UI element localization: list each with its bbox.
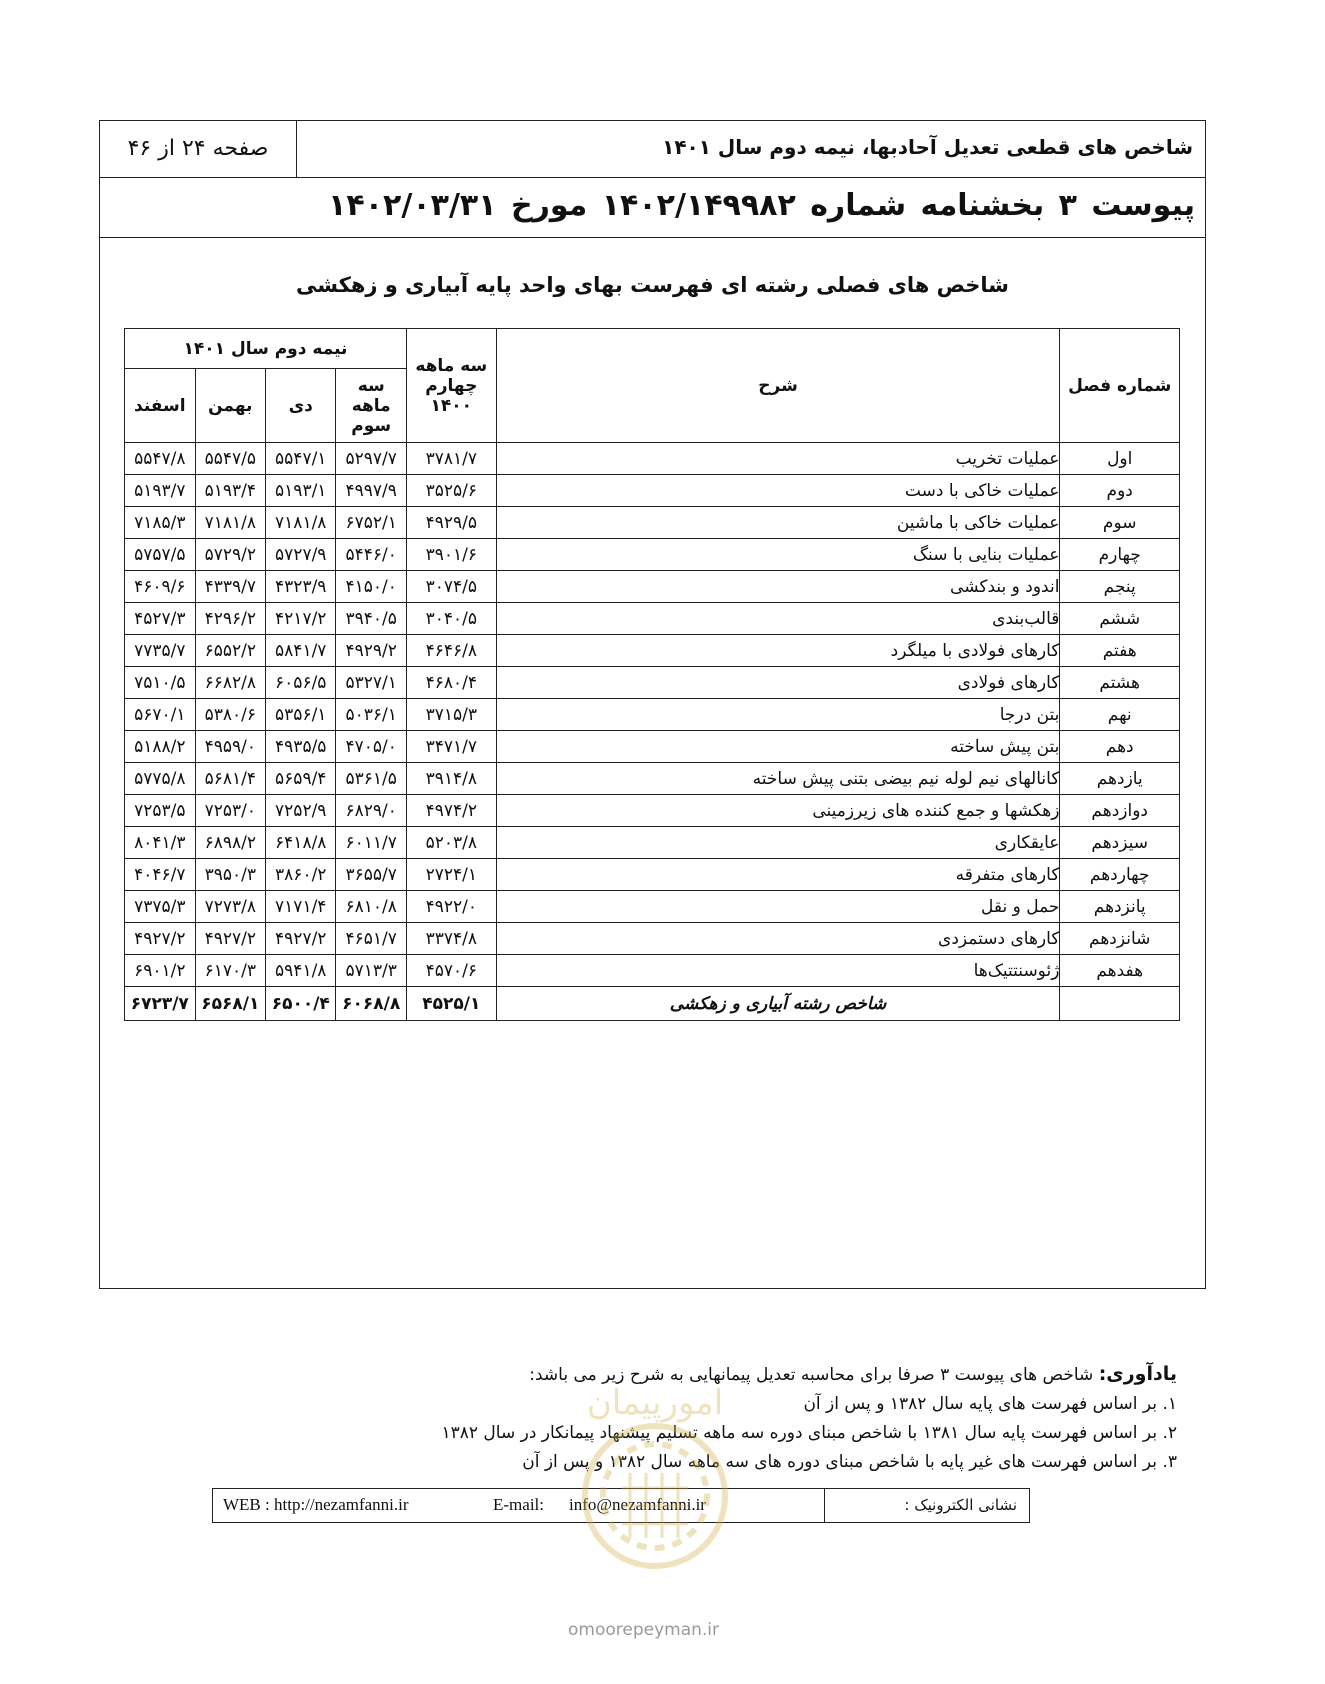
chapter-cell: چهاردهم [1060, 859, 1180, 891]
bahman-cell: ۷۲۷۳/۸ [195, 891, 265, 923]
dey-cell: ۵۳۵۶/۱ [266, 699, 336, 731]
desc-cell: کارهای متفرقه [496, 859, 1060, 891]
table-row [125, 635, 1180, 667]
esfand-cell: ۵۶۷۰/۱ [125, 699, 196, 731]
dey-cell: ۴۲۱۷/۲ [266, 603, 336, 635]
q3-cell: ۶۸۱۰/۸ [336, 891, 406, 923]
email-link[interactable]: info@nezamfanni.ir [569, 1495, 706, 1514]
dey-cell: ۷۲۵۲/۹ [266, 795, 336, 827]
total-bahman-cell: ۶۵۶۸/۱ [195, 987, 265, 1021]
desc-cell: ژئوسنتتیک‌ها [496, 955, 1060, 987]
web-link[interactable]: WEB : http://nezamfanni.ir [223, 1495, 409, 1514]
dey-cell: ۴۹۲۷/۲ [266, 923, 336, 955]
q4-1400-cell: ۳۰۷۴/۵ [406, 571, 496, 603]
page-number: صفحه ۲۴ از ۴۶ [100, 121, 297, 178]
esfand-cell: ۷۱۸۵/۳ [125, 507, 196, 539]
index-table [124, 328, 1180, 1021]
contact-label: نشانی الکترونیک : [824, 1489, 1029, 1522]
chapter-cell: دوم [1060, 475, 1180, 507]
chapter-cell: سیزدهم [1060, 827, 1180, 859]
bahman-cell: ۴۳۳۹/۷ [195, 571, 265, 603]
bahman-cell: ۶۱۷۰/۳ [195, 955, 265, 987]
esfand-cell: ۵۱۹۳/۷ [125, 475, 196, 507]
table-row [125, 443, 1180, 475]
desc-cell: عملیات خاکی با ماشین [496, 507, 1060, 539]
q4-1400-cell: ۵۲۰۳/۸ [406, 827, 496, 859]
table-row [125, 475, 1180, 507]
q3-cell: ۶۰۱۱/۷ [336, 827, 406, 859]
esfand-cell: ۴۶۰۹/۶ [125, 571, 196, 603]
table-row [125, 923, 1180, 955]
q3-cell: ۵۳۲۷/۱ [336, 667, 406, 699]
dey-cell: ۷۱۸۱/۸ [266, 507, 336, 539]
dey-cell: ۷۱۷۱/۴ [266, 891, 336, 923]
desc-cell: عملیات تخریب [496, 443, 1060, 475]
document-frame [99, 120, 1206, 1289]
desc-cell: کارهای فولادی با میلگرد [496, 635, 1060, 667]
desc-cell: عایقکاری [496, 827, 1060, 859]
desc-cell: عملیات خاکی با دست [496, 475, 1060, 507]
note-item-1: ۱. بر اساس فهرست های پایه سال ۱۳۸۲ و پس از آن [803, 1394, 1177, 1414]
chapter-cell: هفتم [1060, 635, 1180, 667]
table-row [125, 731, 1180, 763]
q3-cell: ۵۳۶۱/۵ [336, 763, 406, 795]
q3-cell: ۵۰۳۶/۱ [336, 699, 406, 731]
col-esfand: اسفند [125, 369, 196, 443]
chapter-cell: دهم [1060, 731, 1180, 763]
q4-1400-cell: ۳۷۸۱/۷ [406, 443, 496, 475]
total-desc-cell: شاخص رشته آبیاری و زهکشی [496, 987, 1060, 1021]
q4-1400-cell: ۳۳۷۴/۸ [406, 923, 496, 955]
watermark-text: امورپیمان [586, 1383, 724, 1423]
q3-cell: ۳۶۵۵/۷ [336, 859, 406, 891]
total-row [125, 987, 1180, 1021]
bahman-cell: ۵۵۴۷/۵ [195, 443, 265, 475]
q4-1400-cell: ۳۴۷۱/۷ [406, 731, 496, 763]
esfand-cell: ۵۱۸۸/۲ [125, 731, 196, 763]
esfand-cell: ۴۹۲۷/۲ [125, 923, 196, 955]
chapter-cell: چهارم [1060, 539, 1180, 571]
bahman-cell: ۴۹۵۹/۰ [195, 731, 265, 763]
col-desc: شرح [496, 329, 1060, 443]
dey-cell: ۵۹۴۱/۸ [266, 955, 336, 987]
desc-cell: حمل و نقل [496, 891, 1060, 923]
desc-cell: بتن پیش ساخته [496, 731, 1060, 763]
total-esfand-cell: ۶۷۲۳/۷ [125, 987, 196, 1021]
q4-1400-cell: ۴۶۴۶/۸ [406, 635, 496, 667]
bahman-cell: ۴۲۹۶/۲ [195, 603, 265, 635]
table-row [125, 507, 1180, 539]
desc-cell: کارهای فولادی [496, 667, 1060, 699]
chapter-cell: هفدهم [1060, 955, 1180, 987]
table-row [125, 571, 1180, 603]
table-row [125, 667, 1180, 699]
document-title: شاخص های قطعی تعدیل آحادبها، نیمه دوم سال ۱۴۰۱ [662, 135, 1193, 159]
bahman-cell: ۵۱۹۳/۴ [195, 475, 265, 507]
chapter-cell: ششم [1060, 603, 1180, 635]
note-item-2: ۲. بر اساس فهرست پایه سال ۱۳۸۱ با شاخص مبنای دوره سه ماهه تسلیم پیشنهاد پیمانکار در سال ۱۳۸۲ [441, 1423, 1177, 1443]
q3-cell: ۴۷۰۵/۰ [336, 731, 406, 763]
dey-cell: ۴۳۲۳/۹ [266, 571, 336, 603]
q3-cell: ۴۹۲۹/۲ [336, 635, 406, 667]
dey-cell: ۵۸۴۱/۷ [266, 635, 336, 667]
q3-cell: ۵۷۱۳/۳ [336, 955, 406, 987]
col-q4-1400: سه ماهه چهارم ۱۴۰۰ [406, 329, 496, 443]
table-row [125, 827, 1180, 859]
chapter-cell: سوم [1060, 507, 1180, 539]
desc-cell: اندود و بندکشی [496, 571, 1060, 603]
bahman-cell: ۶۶۸۲/۸ [195, 667, 265, 699]
bahman-cell: ۵۳۸۰/۶ [195, 699, 265, 731]
header-row [100, 121, 1205, 178]
q4-1400-cell: ۴۶۸۰/۴ [406, 667, 496, 699]
desc-cell: کارهای دستمزدی [496, 923, 1060, 955]
bahman-cell: ۶۵۵۲/۲ [195, 635, 265, 667]
chapter-cell: پانزدهم [1060, 891, 1180, 923]
q4-1400-cell: ۳۰۴۰/۵ [406, 603, 496, 635]
table-row [125, 699, 1180, 731]
esfand-cell: ۵۷۷۵/۸ [125, 763, 196, 795]
total-q4-cell: ۴۵۲۵/۱ [406, 987, 496, 1021]
q3-cell: ۶۸۲۹/۰ [336, 795, 406, 827]
desc-cell: قالب‌بندی [496, 603, 1060, 635]
desc-cell: بتن درجا [496, 699, 1060, 731]
q3-cell: ۴۹۹۷/۹ [336, 475, 406, 507]
esfand-cell: ۷۲۵۳/۵ [125, 795, 196, 827]
gear-building-logo-icon [566, 1378, 744, 1604]
table-title: شاخص های فصلی رشته ای فهرست بهای واحد پایه آبیاری و زهکشی [296, 273, 1009, 297]
col-group-1401: نیمه دوم سال ۱۴۰۱ [125, 329, 407, 369]
desc-cell: زهکشها و جمع کننده های زیرزمینی [496, 795, 1060, 827]
esfand-cell: ۴۵۲۷/۳ [125, 603, 196, 635]
table-body [125, 443, 1180, 1021]
q3-cell: ۳۹۴۰/۵ [336, 603, 406, 635]
desc-cell: عملیات بنایی با سنگ [496, 539, 1060, 571]
bahman-cell: ۶۸۹۸/۲ [195, 827, 265, 859]
table-row [125, 763, 1180, 795]
notes-intro: شاخص های پیوست ۳ صرفا برای محاسبه تعدیل پیمانهایی به شرح زیر می باشد: [529, 1365, 1094, 1385]
desc-cell: کانالهای نیم لوله نیم بیضی بتنی پیش ساخته [496, 763, 1060, 795]
col-dey: دی [266, 369, 336, 443]
q4-1400-cell: ۴۵۷۰/۶ [406, 955, 496, 987]
q4-1400-cell: ۳۹۱۴/۸ [406, 763, 496, 795]
dey-cell: ۴۹۳۵/۵ [266, 731, 336, 763]
notes-label: یادآوری: [1098, 1363, 1177, 1385]
total-q3-cell: ۶۰۶۸/۸ [336, 987, 406, 1021]
chapter-cell: اول [1060, 443, 1180, 475]
chapter-cell: یازدهم [1060, 763, 1180, 795]
table-row [125, 795, 1180, 827]
table-row [125, 891, 1180, 923]
circular-subtitle: پیوست ۳ بخشنامه شماره ۱۴۰۲/۱۴۹۹۸۲ مورخ ۱۴۰۲/۰۳/۳۱ [328, 188, 1195, 223]
dey-cell: ۵۵۴۷/۱ [266, 443, 336, 475]
q4-1400-cell: ۳۹۰۱/۶ [406, 539, 496, 571]
table-row [125, 539, 1180, 571]
q4-1400-cell: ۳۵۲۵/۶ [406, 475, 496, 507]
col-q3: سه ماهه سوم [336, 369, 406, 443]
q4-1400-cell: ۴۹۷۴/۲ [406, 795, 496, 827]
subtitle-row [100, 178, 1205, 238]
dey-cell: ۶۴۱۸/۸ [266, 827, 336, 859]
watermark-site: omoorepeyman.ir [568, 1620, 720, 1640]
esfand-cell: ۷۵۱۰/۵ [125, 667, 196, 699]
dey-cell: ۶۰۵۶/۵ [266, 667, 336, 699]
total-chapter-cell [1060, 987, 1180, 1021]
q3-cell: ۵۲۹۷/۷ [336, 443, 406, 475]
esfand-cell: ۸۰۴۱/۳ [125, 827, 196, 859]
esfand-cell: ۶۹۰۱/۲ [125, 955, 196, 987]
bahman-cell: ۴۹۲۷/۲ [195, 923, 265, 955]
dey-cell: ۵۷۲۷/۹ [266, 539, 336, 571]
chapter-cell: نهم [1060, 699, 1180, 731]
q3-cell: ۴۱۵۰/۰ [336, 571, 406, 603]
esfand-cell: ۷۷۳۵/۷ [125, 635, 196, 667]
total-dey-cell: ۶۵۰۰/۴ [266, 987, 336, 1021]
q3-cell: ۴۶۵۱/۷ [336, 923, 406, 955]
col-bahman: بهمن [195, 369, 265, 443]
dey-cell: ۵۱۹۳/۱ [266, 475, 336, 507]
q3-cell: ۶۷۵۲/۱ [336, 507, 406, 539]
bahman-cell: ۵۶۸۱/۴ [195, 763, 265, 795]
chapter-cell: شانزدهم [1060, 923, 1180, 955]
bahman-cell: ۷۱۸۱/۸ [195, 507, 265, 539]
email-label: E-mail: [493, 1495, 544, 1514]
chapter-cell: دوازدهم [1060, 795, 1180, 827]
chapter-cell: پنجم [1060, 571, 1180, 603]
bahman-cell: ۷۲۵۳/۰ [195, 795, 265, 827]
q3-cell: ۵۴۴۶/۰ [336, 539, 406, 571]
table-row [125, 955, 1180, 987]
q4-1400-cell: ۴۹۲۹/۵ [406, 507, 496, 539]
bahman-cell: ۵۷۲۹/۲ [195, 539, 265, 571]
col-chapter: شماره فصل [1060, 329, 1180, 443]
q4-1400-cell: ۳۷۱۵/۳ [406, 699, 496, 731]
table-row [125, 603, 1180, 635]
esfand-cell: ۷۳۷۵/۳ [125, 891, 196, 923]
dey-cell: ۳۸۶۰/۲ [266, 859, 336, 891]
q4-1400-cell: ۲۷۲۴/۱ [406, 859, 496, 891]
esfand-cell: ۵۵۴۷/۸ [125, 443, 196, 475]
q4-1400-cell: ۴۹۲۲/۰ [406, 891, 496, 923]
dey-cell: ۵۶۵۹/۴ [266, 763, 336, 795]
note-item-3: ۳. بر اساس فهرست های غیر پایه با شاخص مبنای دوره های سه ماهه سال ۱۳۸۲ و پس از آن [522, 1452, 1177, 1472]
esfand-cell: ۵۷۵۷/۵ [125, 539, 196, 571]
chapter-cell: هشتم [1060, 667, 1180, 699]
esfand-cell: ۴۰۴۶/۷ [125, 859, 196, 891]
bahman-cell: ۳۹۵۰/۳ [195, 859, 265, 891]
table-row [125, 859, 1180, 891]
